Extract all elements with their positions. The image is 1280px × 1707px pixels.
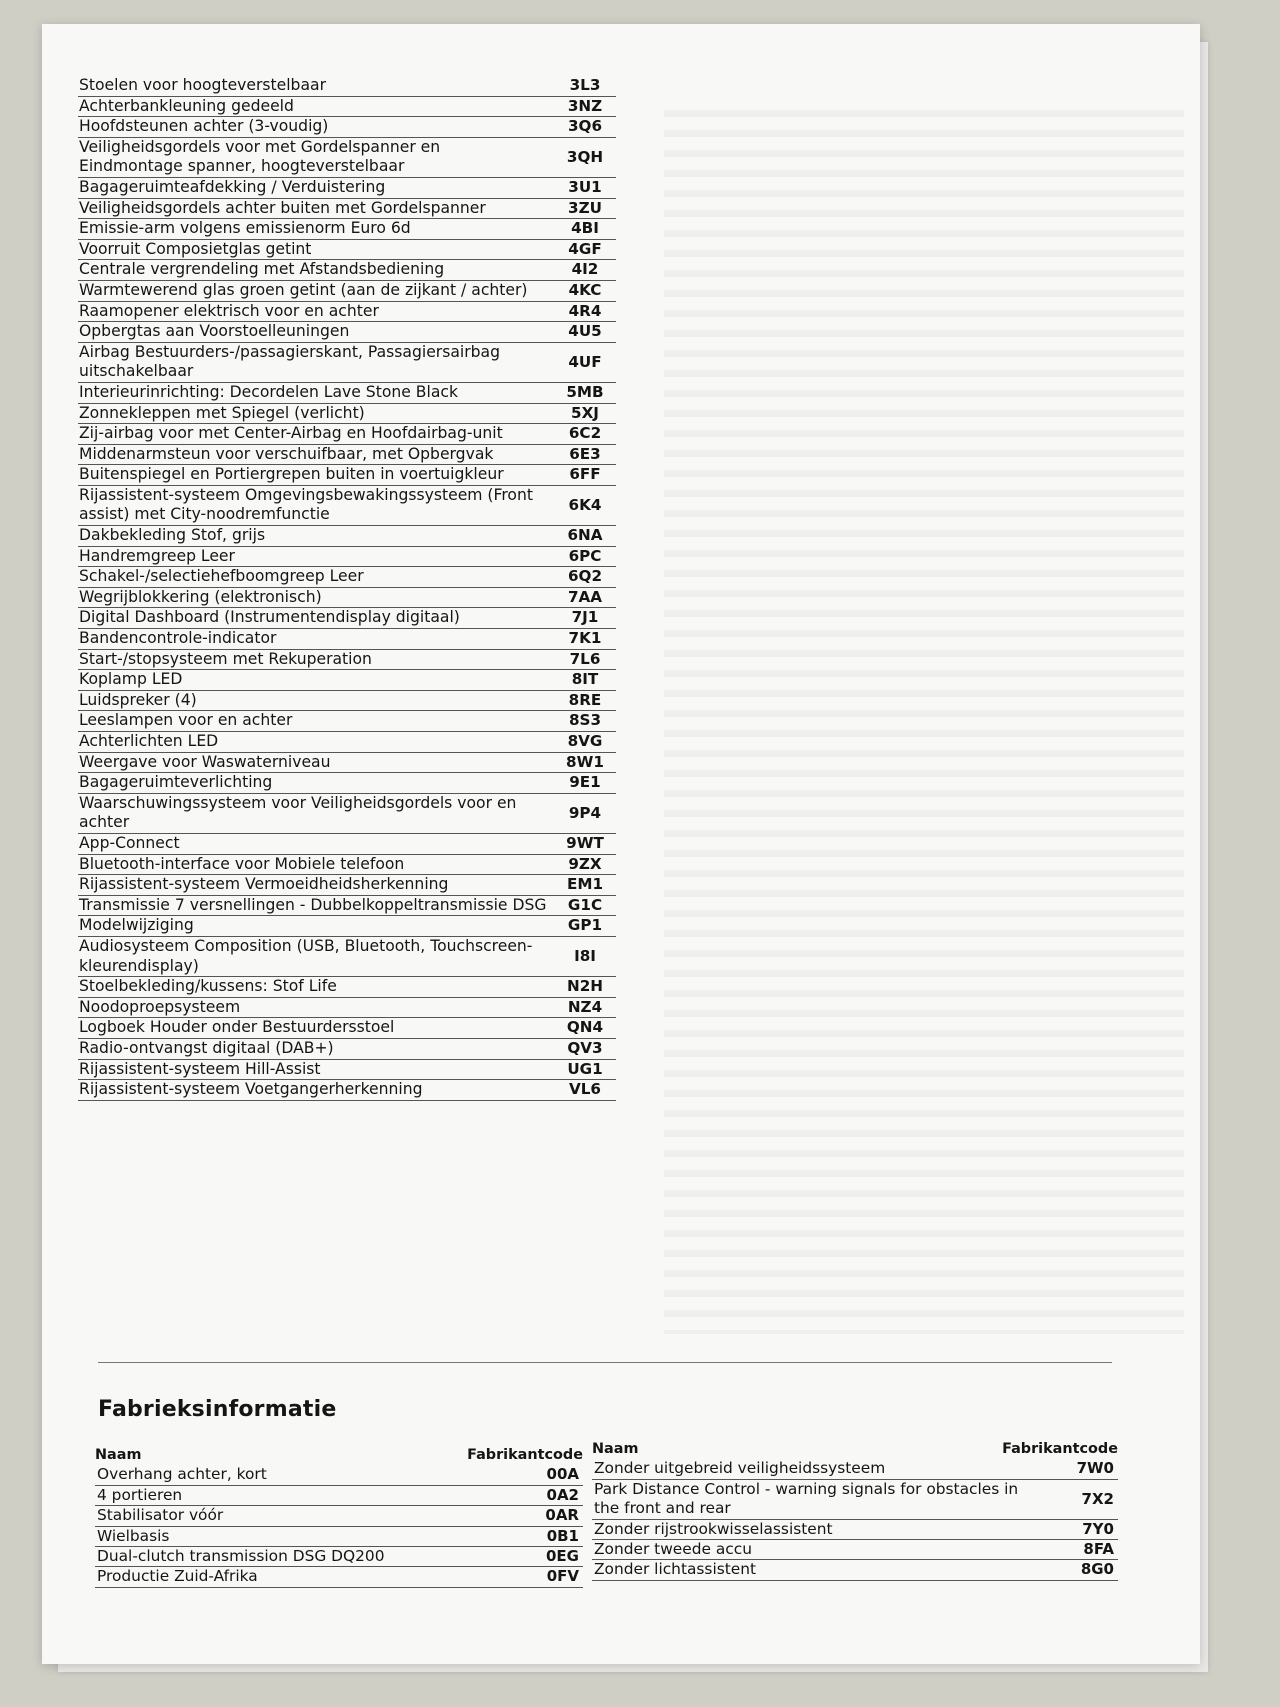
option-code: 6NA [567, 526, 603, 545]
option-name: Rijassistent-systeem Voetgangerherkenning [79, 1080, 423, 1099]
option-code: VL6 [569, 1080, 601, 1099]
table-row [78, 753, 616, 774]
table-row [592, 1540, 1118, 1560]
table-row [78, 670, 616, 691]
table-row [78, 1018, 616, 1039]
table-row [592, 1480, 1118, 1520]
option-code: 5MB [566, 382, 604, 401]
option-name: Weergave voor Waswaterniveau [79, 752, 331, 771]
table-row [78, 322, 616, 343]
option-code: 3NZ [567, 96, 603, 115]
option-name: Rijassistent-systeem Vermoeidheidsherkenning [79, 875, 449, 894]
table-row [78, 178, 616, 199]
option-name: Emissie-arm volgens emissienorm Euro 6d [79, 219, 411, 238]
option-name: Leeslampen voor en achter [79, 711, 293, 730]
option-code: 6C2 [568, 424, 602, 443]
option-code: 8IT [571, 670, 599, 689]
table-row [78, 875, 616, 896]
factory-item-code: 0A2 [546, 1485, 579, 1504]
option-name: App-Connect [79, 833, 180, 852]
option-code: 9E1 [569, 773, 601, 792]
factory-item-code: 0AR [545, 1506, 579, 1525]
factory-item-name: Park Distance Control - warning signals for obstacles in the front and rear [594, 1479, 1019, 1518]
option-name: Wegrijblokkering (elektronisch) [79, 587, 322, 606]
option-name: Airbag Bestuurders-/passagierskant, Passagiersairbag uitschakelbaar [79, 342, 500, 381]
option-code: 6K4 [568, 495, 602, 514]
option-name: Interieurinrichting: Decordelen Lave Stone Black [79, 382, 458, 401]
option-name: Rijassistent-systeem Hill-Assist [79, 1059, 321, 1078]
option-name: Schakel-/selectiehefboomgreep Leer [79, 567, 364, 586]
option-name: Middenarmsteun voor verschuifbaar, met Opbergvak [79, 444, 494, 463]
factory-item-code: 0FV [546, 1567, 579, 1586]
table-row [78, 302, 616, 323]
option-name: Veiligheidsgordels voor met Gordelspanner en Eindmontage spanner, hoogteverstelbaar [79, 137, 441, 176]
option-name: Digital Dashboard (Instrumentendisplay digitaal) [79, 608, 460, 627]
option-name: Zonnekleppen met Spiegel (verlicht) [79, 403, 365, 422]
factory-item-code: 00A [546, 1465, 579, 1484]
option-code: 9P4 [568, 803, 602, 822]
table-row [95, 1506, 583, 1526]
factory-item-name: 4 portieren [97, 1485, 183, 1504]
table-row [78, 281, 616, 302]
table-row [78, 608, 616, 629]
factory-table-header [95, 1446, 583, 1465]
option-code: 7J1 [571, 608, 599, 627]
factory-item-name: Wielbasis [97, 1526, 170, 1545]
bleed-through-text [664, 104, 1184, 1334]
table-row [95, 1465, 583, 1485]
option-code: 6Q2 [567, 567, 603, 586]
factory-item-code: 7X2 [1081, 1489, 1114, 1508]
options-table [78, 76, 616, 1101]
option-name: Hoofdsteunen achter (3-voudig) [79, 117, 329, 136]
column-header-name: Naam [95, 1447, 142, 1463]
option-name: Achterbankleuning gedeeld [79, 96, 294, 115]
table-row [78, 1060, 616, 1081]
table-row [78, 650, 616, 671]
option-code: 4U5 [568, 322, 602, 341]
option-code: 7L6 [569, 649, 601, 668]
option-code: I8I [574, 946, 596, 965]
option-name: Centrale vergrendeling met Afstandsbediening [79, 260, 445, 279]
factory-item-name: Productie Zuid-Afrika [97, 1567, 258, 1586]
factory-item-code: 7W0 [1076, 1459, 1114, 1478]
table-row [78, 547, 616, 568]
factory-item-code: 8FA [1083, 1540, 1114, 1559]
table-row [78, 732, 616, 753]
factory-info-heading: Fabrieksinformatie [98, 1397, 337, 1422]
table-row [78, 855, 616, 876]
factory-item-code: 0EG [546, 1547, 579, 1566]
option-name: Logboek Houder onder Bestuurdersstoel [79, 1018, 395, 1037]
option-code: QN4 [566, 1018, 604, 1037]
column-header-code: Fabrikantcode [1002, 1441, 1118, 1457]
table-row [78, 773, 616, 794]
table-row [78, 138, 616, 178]
table-row [78, 486, 616, 526]
option-code: 4UF [568, 352, 602, 371]
factory-item-code: 8G0 [1080, 1560, 1114, 1579]
table-row [78, 567, 616, 588]
option-code: 6E3 [569, 444, 601, 463]
table-row [592, 1520, 1118, 1540]
option-code: EM1 [566, 875, 604, 894]
table-row [78, 343, 616, 383]
table-row [78, 629, 616, 650]
option-name: Achterlichten LED [79, 732, 219, 750]
option-code: 8W1 [566, 752, 604, 771]
factory-item-name: Overhang achter, kort [97, 1465, 267, 1484]
table-row [78, 526, 616, 547]
table-row [592, 1560, 1118, 1580]
table-row [78, 404, 616, 425]
option-code: 8VG [567, 732, 603, 750]
option-name: Voorruit Composietglas getint [79, 239, 312, 258]
table-row [78, 424, 616, 445]
option-code: UG1 [567, 1059, 603, 1078]
table-row [95, 1567, 583, 1587]
option-name: Radio-ontvangst digitaal (DAB+) [79, 1038, 334, 1057]
table-row [78, 1039, 616, 1060]
option-code: 4KC [568, 280, 602, 299]
option-name: Handremgreep Leer [79, 546, 235, 565]
option-name: Opbergtas aan Voorstoelleuningen [79, 322, 350, 341]
option-name: Modelwijziging [79, 916, 194, 935]
factory-item-name: Zonder uitgebreid veiligheidssysteem [594, 1459, 886, 1478]
option-name: Transmissie 7 versnellingen - Dubbelkoppeltransmissie DSG [79, 895, 547, 914]
table-row [78, 383, 616, 404]
table-row [592, 1459, 1118, 1479]
factory-table-header [592, 1440, 1118, 1459]
option-name: Bluetooth-interface voor Mobiele telefoon [79, 854, 405, 873]
option-code: 7K1 [568, 629, 602, 648]
option-name: Start-/stopsysteem met Rekuperation [79, 649, 372, 668]
option-code: GP1 [567, 916, 603, 935]
factory-table-left [95, 1446, 583, 1588]
option-code: N2H [567, 977, 603, 996]
option-code: 4R4 [568, 301, 602, 320]
factory-item-name: Dual-clutch transmission DSG DQ200 [97, 1547, 385, 1566]
column-header-name: Naam [592, 1441, 639, 1457]
factory-item-name: Stabilisator vóór [97, 1506, 224, 1525]
factory-item-name: Zonder lichtassistent [594, 1560, 757, 1579]
option-name: Noodoproepsysteem [79, 997, 241, 1016]
table-row [95, 1527, 583, 1547]
option-code: 5XJ [571, 403, 599, 422]
option-code: 6FF [569, 465, 601, 484]
option-name: Rijassistent-systeem Omgevingsbewakingssysteem (Front assist) met City-noodremfunctie [79, 485, 533, 524]
option-name: Luidspreker (4) [79, 690, 197, 709]
table-row [78, 97, 616, 118]
option-name: Buitenspiegel en Portiergrepen buiten in voertuigkleur [79, 465, 504, 484]
option-name: Audiosysteem Composition (USB, Bluetooth, Touchscreen-kleurendisplay) [79, 936, 533, 975]
column-header-code: Fabrikantcode [467, 1447, 583, 1463]
option-code: 3QH [566, 147, 604, 166]
table-row [78, 916, 616, 937]
table-row [78, 76, 616, 97]
option-code: 9WT [566, 833, 604, 852]
option-code: 7AA [567, 587, 603, 606]
option-name: Bagageruimteafdekking / Verduistering [79, 177, 386, 196]
option-name: Waarschuwingssysteem voor Veiligheidsgordels voor en achter [79, 793, 517, 832]
table-row [95, 1486, 583, 1506]
option-code: NZ4 [567, 997, 603, 1016]
option-code: 3ZU [568, 198, 602, 217]
option-code: 6PC [568, 546, 602, 565]
option-code: 4GF [568, 239, 602, 258]
option-name: Dakbekleding Stof, grijs [79, 526, 266, 545]
factory-item-code: 7Y0 [1082, 1519, 1114, 1538]
table-row [78, 445, 616, 466]
table-row [78, 588, 616, 609]
option-code: 3L3 [569, 76, 601, 94]
table-row [78, 465, 616, 486]
option-name: Stoelbekleding/kussens: Stof Life [79, 977, 337, 996]
option-name: Veiligheidsgordels achter buiten met Gordelspanner [79, 198, 486, 217]
table-row [78, 219, 616, 240]
option-code: 3U1 [568, 177, 602, 196]
table-row [78, 977, 616, 998]
option-code: 3Q6 [567, 117, 603, 136]
section-divider [98, 1362, 1112, 1363]
option-code: QV3 [567, 1038, 603, 1057]
table-row [78, 260, 616, 281]
option-name: Bagageruimteverlichting [79, 773, 273, 792]
table-row [78, 691, 616, 712]
option-name: Raamopener elektrisch voor en achter [79, 301, 379, 320]
option-code: 9ZX [568, 854, 602, 873]
option-name: Zij-airbag voor met Center-Airbag en Hoofdairbag-unit [79, 424, 503, 443]
table-row [78, 834, 616, 855]
option-code: G1C [567, 895, 603, 914]
factory-item-name: Zonder rijstrookwisselassistent [594, 1519, 833, 1538]
option-name: Stoelen voor hoogteverstelbaar [79, 76, 326, 94]
option-code: 8RE [568, 690, 602, 709]
table-row [78, 199, 616, 220]
table-row [78, 896, 616, 917]
table-row [78, 240, 616, 261]
factory-item-name: Zonder tweede accu [594, 1540, 752, 1559]
option-name: Warmtewerend glas groen getint (aan de zijkant / achter) [79, 280, 528, 299]
table-row [95, 1547, 583, 1567]
option-code: 4I2 [571, 260, 599, 279]
factory-item-code: 0B1 [546, 1526, 579, 1545]
option-code: 8S3 [568, 711, 602, 730]
option-name: Koplamp LED [79, 670, 183, 689]
table-row [78, 1080, 616, 1101]
option-code: 4BI [571, 219, 599, 238]
table-row [78, 117, 616, 138]
table-row [78, 711, 616, 732]
factory-table-right [592, 1440, 1118, 1581]
option-name: Bandencontrole-indicator [79, 629, 277, 648]
table-row [78, 937, 616, 977]
table-row [78, 794, 616, 834]
table-row [78, 998, 616, 1019]
